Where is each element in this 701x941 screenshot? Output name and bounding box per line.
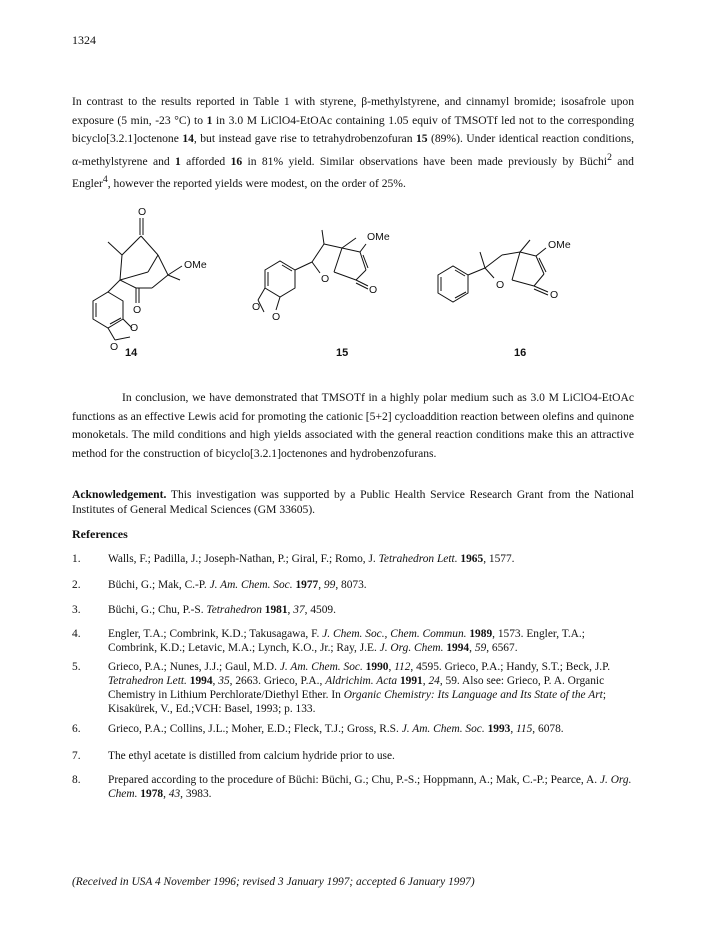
compound-label-14: 14 [125,347,138,359]
reference-text: Engler, T.A.; Combrink, K.D.; Takusagawa, F. J. Chem. Soc., Chem. Commun. 1989, 1573. Engler, T.A.; Combrink, K.D.; Letavic, M.A.; Lynch, K.O., Jr.; Ray, J.E. J. Org. Chem. 1994, 59, 6567. [108,628,585,654]
paragraph-conclusion: In conclusion, we have demonstrated that TMSOTf in a highly polar medium such as 3.0 M LiClO4-EtOAc functions as an effective Lewis acid for promoting the cationic [5+2] cycloaddition reaction between olefins and quinone monoketals. The mild conditions and high yields associated with the general reaction conditions make this an attractive method for the construction of bicyclo[3.2.1]octenones and hydrobenzofurans. [72,391,634,460]
ring-o-label-14a: O [130,322,139,334]
oxo-label-16: O [550,289,559,301]
reference-number: 4. [72,628,81,640]
reference-item [72,552,634,566]
dioxole-o-label-15a: O [252,301,261,313]
reference-text: Büchi, G.; Chu, P.-S. Tetrahedron 1981, 37, 4509. [108,604,336,616]
reference-text: Grieco, P.A.; Collins, J.L.; Moher, E.D.; Fleck, T.J.; Gross, R.S. J. Am. Chem. Soc. 1993, 115, 6078. [108,723,564,735]
reference-item [72,660,634,716]
acknowledgement [72,487,634,517]
received-text: (Received in USA 4 November 1996; revised 3 January 1997; accepted 6 January 1997) [72,876,475,888]
reference-item [72,773,634,801]
reference-text: Prepared according to the procedure of Büchi: Büchi, G.; Chu, P.-S.; Hoppmann, A.; Mak, C.-P.; Pearce, A. J. Org. Chem. 1978, 43, 3983. [108,774,632,800]
reference-text: The ethyl acetate is distilled from calcium hydride prior to use. [108,750,395,762]
ring-o-label-15: O [321,273,330,285]
reference-item [72,722,634,736]
ring-o-label-14b: O [110,341,119,353]
structure-14 [93,206,207,353]
ome-label-16: OMe [548,239,571,251]
references-heading: References [72,527,128,541]
acknowledgement-title: Acknowledgement. [72,488,167,501]
ome-label-14: OMe [184,259,207,271]
ring-o-label-16: O [496,279,505,291]
reference-item [72,749,634,763]
structure-16 [438,239,571,302]
reference-item [72,627,634,655]
reference-number: 8. [72,774,81,786]
compound-label-16: 16 [514,347,527,359]
reference-item [72,578,634,592]
oxo-label-14b: O [133,304,142,316]
oxo-label-14a: O [138,206,147,218]
reference-number: 5. [72,661,81,673]
paragraph-results: In contrast to the results reported in Table 1 with styrene, β-methylstyrene, and cinnamyl bromide; isosafrole upon exposure (5 min, -23 °C) to 1 in 3.0 M LiClO4-EtOAc containing 1.05 equiv of TMSOTf led not to the corresponding bicyclo[3.2.1]octenone 14, but instead gave rise to tetrahydrobenzofuran 15 (89%). Under identical reaction conditions, α-methylstyrene and 1 afforded 16 in 81% yield. Similar observations have been made previously by Büchi$^2$ and Engler$^4$, however the reported yields were modest, on the order of 25%. [72,95,634,191]
ome-label-15: OMe [367,231,390,243]
reference-number: 2. [72,579,81,591]
reference-number: 1. [72,553,81,565]
structure-15 [252,230,390,323]
reference-text: Walls, F.; Padilla, J.; Joseph-Nathan, P.; Giral, F.; Romo, J. Tetrahedron Lett. 1965, 1577. [108,553,515,565]
reference-number: 3. [72,604,81,616]
reference-number: 6. [72,723,81,735]
reference-item [72,603,634,617]
chemical-structures [60,200,640,375]
acknowledgement-text: This investigation was supported by a Public Health Service Research Grant from the National Institutes of General Medical Sciences (GM 33605). [72,488,634,516]
oxo-label-15: O [369,284,378,296]
dioxole-o-label-15b: O [272,311,281,323]
page-number: 1324 [72,33,96,47]
reference-text: Büchi, G.; Mak, C.-P. J. Am. Chem. Soc. 1977, 99, 8073. [108,579,367,591]
received-dates [72,876,475,888]
reference-text: Grieco, P.A.; Nunes, J.J.; Gaul, M.D. J. Am. Chem. Soc. 1990, 112, 4595. Grieco, P.A.; Handy, S.T.; Beck, J.P. Tetrahedron Lett. 1994, 35, 2663. Grieco, P.A., Aldrichim. Acta 1991, 24, 59. Also see: Grieco, P. A. Organic Chemistry in Lithium Perchlorate/Diethyl Ether. In Organic Chemistry: Its Language and Its State of the Art; Kisakürek, V., Ed.;VCH: Basel, 1993; p. 133. [108,661,611,715]
reference-number: 7. [72,750,81,762]
compound-label-15: 15 [336,347,349,359]
